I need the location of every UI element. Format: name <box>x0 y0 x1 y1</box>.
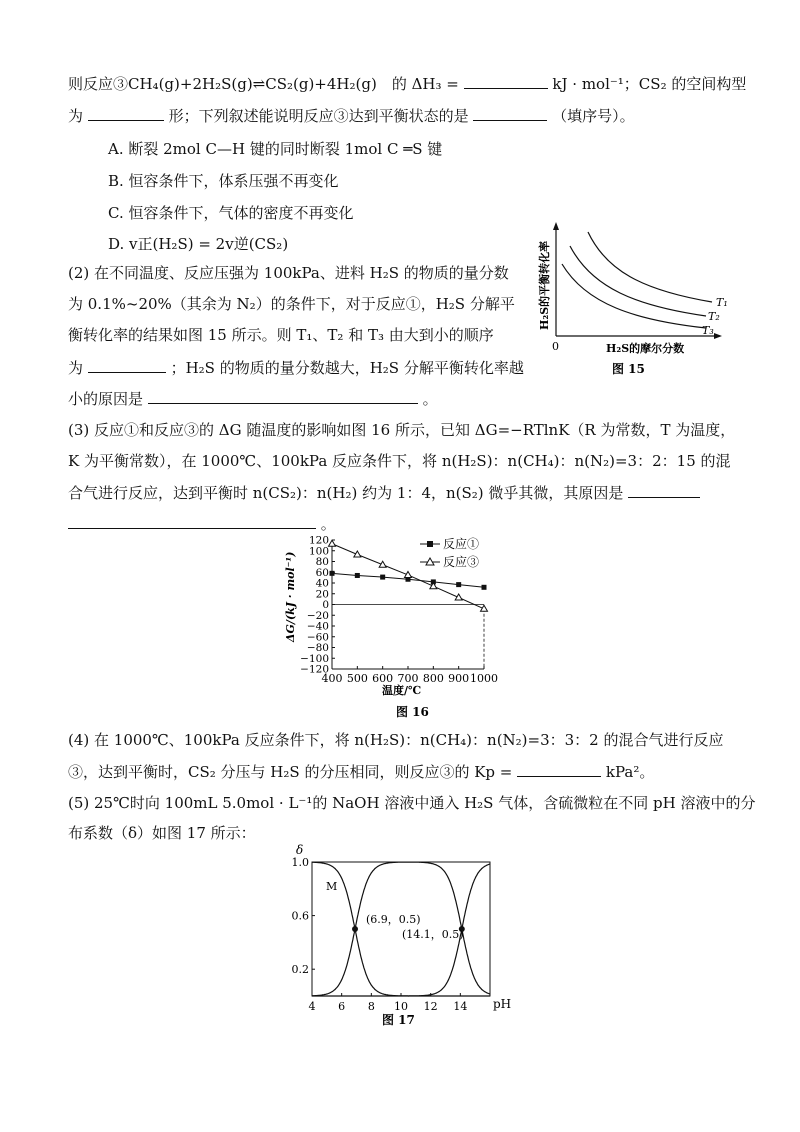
fig16-point-r3 <box>329 540 336 546</box>
fig17-x-tick-label: 8 <box>367 1000 375 1013</box>
fig16-y-tick-label: −40 <box>306 620 329 633</box>
fig15-caption: 图 15 <box>612 362 645 376</box>
fig17-caption: 图 17 <box>382 1013 415 1027</box>
fig15-x-label: H₂S的摩尔分数 <box>606 342 685 355</box>
fig16-y-tick-label: −120 <box>300 663 329 676</box>
q4-line1: (4) 在 1000℃、100kPa 反应条件下，将 n(H₂S)：n(CH₄)：n(N₂)=3：3：2 的混合气进行反应 <box>68 731 724 749</box>
fig16-x-tick-label: 500 <box>346 672 368 685</box>
answer-blank-temp-order[interactable] <box>88 356 166 373</box>
fig16-y-tick-label: 100 <box>308 545 329 558</box>
fig16-y-tick-label: 80 <box>315 556 329 568</box>
fig15-label-t2: T₂ <box>708 310 720 323</box>
answer-blank-reason[interactable] <box>148 387 418 404</box>
fig16-x-tick-label: 400 <box>321 672 343 685</box>
fig16-x-tick-label: 700 <box>397 672 419 685</box>
q1-line1 <box>68 72 746 95</box>
fig17-y-tick-label: 0.2 <box>291 963 309 977</box>
q2-text-a: 为 <box>68 359 84 377</box>
fig16-point-r3 <box>481 605 488 611</box>
fig16-x-label: 温度/℃ <box>382 684 422 697</box>
fig17-y-label: δ <box>296 843 304 857</box>
figure-16 <box>270 532 530 722</box>
fig16-point-r1 <box>482 585 487 590</box>
q1-text-b: kJ · mol⁻¹；CS₂ 的空间构型 <box>552 75 747 93</box>
answer-blank-shape[interactable] <box>88 104 164 121</box>
fig15-x-arrow-icon <box>714 333 722 339</box>
q3-line2: K 为平衡常数），在 1000℃、100kPa 反应条件下，将 n(H₂S)：n(CH₄)：n(N₂)=3：2：15 的混 <box>68 452 731 470</box>
fig16-legend-square-icon <box>427 541 433 547</box>
fig16-x-tick-label: 600 <box>372 672 394 685</box>
q1-line2 <box>68 104 635 127</box>
fig16-y-tick-label: −60 <box>306 631 329 644</box>
fig16-point-r1 <box>456 582 461 587</box>
fig16-legend-label-1: 反应① <box>443 537 480 551</box>
answer-blank-kp[interactable] <box>517 760 601 777</box>
fig16-y-tick-label: 40 <box>315 577 329 590</box>
q2-line4 <box>68 356 524 379</box>
q5-line1: (5) 25℃时向 100mL 5.0mol · L⁻¹的 NaOH 溶液中通入 H₂S 气体，含硫微粒在不同 pH 溶液中的分 <box>68 794 756 812</box>
fig17-x-tick-label: 10 <box>394 1000 408 1013</box>
fig15-origin: 0 <box>552 340 559 353</box>
q1-text-e: （填序号）。 <box>552 107 635 125</box>
fig16-y-tick-label: 0 <box>322 599 329 611</box>
fig17-y-tick-label: 0.6 <box>291 909 309 923</box>
fig16-x-tick-label: 800 <box>422 672 444 685</box>
fig16-y-label: ΔG/(kJ · mol⁻¹) <box>284 551 297 642</box>
q3-line3 <box>68 481 700 504</box>
q2-text-d: 。 <box>422 390 438 408</box>
fig15-label-t3: T₃ <box>702 324 714 337</box>
fig16-y-tick-label: −100 <box>300 652 329 665</box>
fig16-x-tick-label: 900 <box>448 672 470 685</box>
q4-text-a: ③，达到平衡时，CS₂ 分压与 H₂S 的分压相同，则反应③的 Kp = <box>68 763 513 781</box>
q3-text-a: 合气进行反应，达到平衡时 n(CS₂)：n(H₂) 约为 1：4，n(S₂) 微乎其微，其原因是 <box>68 484 624 502</box>
q1-text-a: 则反应③CH₄(g)+2H₂S(g)⇌CS₂(g)+4H₂(g) 的 ΔH₃ = <box>68 75 459 93</box>
answer-blank-cs2-reason-2[interactable] <box>68 512 316 529</box>
fig16-y-tick-label: −80 <box>306 642 329 654</box>
answer-blank-cs2-reason-1[interactable] <box>628 481 700 498</box>
option-c: C. 恒容条件下，气体的密度不再变化 <box>108 204 354 222</box>
fig17-x-tick-label: 14 <box>453 1000 468 1013</box>
q1-text-c: 为 <box>68 107 84 125</box>
q2-text-c: 小的原因是 <box>68 390 144 408</box>
fig17-label-m: M <box>326 880 338 893</box>
answer-blank-dh3[interactable] <box>464 72 548 89</box>
option-a: A. 断裂 2mol C—H 键的同时断裂 1mol C ═S 键 <box>108 140 443 158</box>
q2-line2: 为 0.1%~20%（其余为 N₂）的条件下，对于反应①，H₂S 分解平 <box>68 295 515 313</box>
fig16-caption: 图 16 <box>396 705 429 719</box>
q2-line3: 衡转化率的结果如图 15 所示。则 T₁、T₂ 和 T₃ 由大到小的顺序 <box>68 326 494 344</box>
q2-line5 <box>68 387 438 410</box>
fig17-intersection-point <box>352 926 358 932</box>
fig17-x-tick-label: 12 <box>423 1000 438 1013</box>
fig15-label-t1: T₁ <box>716 296 728 309</box>
q2-line1: (2) 在不同温度、反应压强为 100kPa、进料 H₂S 的物质的量分数 <box>68 264 509 282</box>
fig15-curve-t1 <box>588 232 712 302</box>
option-d: D. v正(H₂S) = 2v逆(CS₂) <box>108 235 289 253</box>
fig16-point-r1 <box>355 573 360 578</box>
q3-line1: (3) 反应①和反应③的 ΔG 随温度的影响如图 16 所示，已知 ΔG=−RTlnK（R 为常数，T 为温度， <box>68 421 736 439</box>
fig16-point-r1 <box>330 571 335 576</box>
fig16-y-tick-label: 20 <box>315 588 329 601</box>
fig16-y-tick-label: 120 <box>308 534 329 547</box>
q5-line2: 布系数（δ）如图 17 所示： <box>68 824 256 842</box>
fig17-x-tick-label: 6 <box>338 1000 346 1013</box>
fig15-y-label: H₂S的平衡转化率 <box>538 240 551 330</box>
fig17-x-tick-label: 4 <box>308 1000 316 1013</box>
fig16-x-tick-label: 1000 <box>470 672 498 685</box>
q4-text-b: kPa²。 <box>605 763 655 781</box>
q1-text-d: 形；下列叙述能说明反应③达到平衡状态的是 <box>168 107 469 125</box>
figure-15 <box>526 218 726 378</box>
fig17-annot-6-9: (6.9，0.5) <box>366 913 421 926</box>
fig16-legend-label-3: 反应③ <box>443 555 480 569</box>
fig16-point-r3 <box>455 594 462 600</box>
figure-17 <box>282 842 518 1030</box>
fig17-annot-14-1: (14.1，0.5) <box>402 928 464 941</box>
fig17-y-tick-label: 1.0 <box>291 856 309 869</box>
fig17-x-label: pH <box>493 997 512 1011</box>
q2-text-b: ；H₂S 的物质的量分数越大，H₂S 分解平衡转化率越 <box>170 359 524 377</box>
answer-blank-equilibrium[interactable] <box>473 104 547 121</box>
fig16-y-tick-label: 60 <box>315 566 329 579</box>
fig16-point-r1 <box>380 575 385 580</box>
q3-text-b: 。 <box>320 515 336 533</box>
fig16-y-tick-label: −20 <box>306 609 329 622</box>
option-b: B. 恒容条件下，体系压强不再变化 <box>108 172 339 190</box>
q4-line2 <box>68 760 654 783</box>
fig15-y-arrow-icon <box>553 222 559 230</box>
